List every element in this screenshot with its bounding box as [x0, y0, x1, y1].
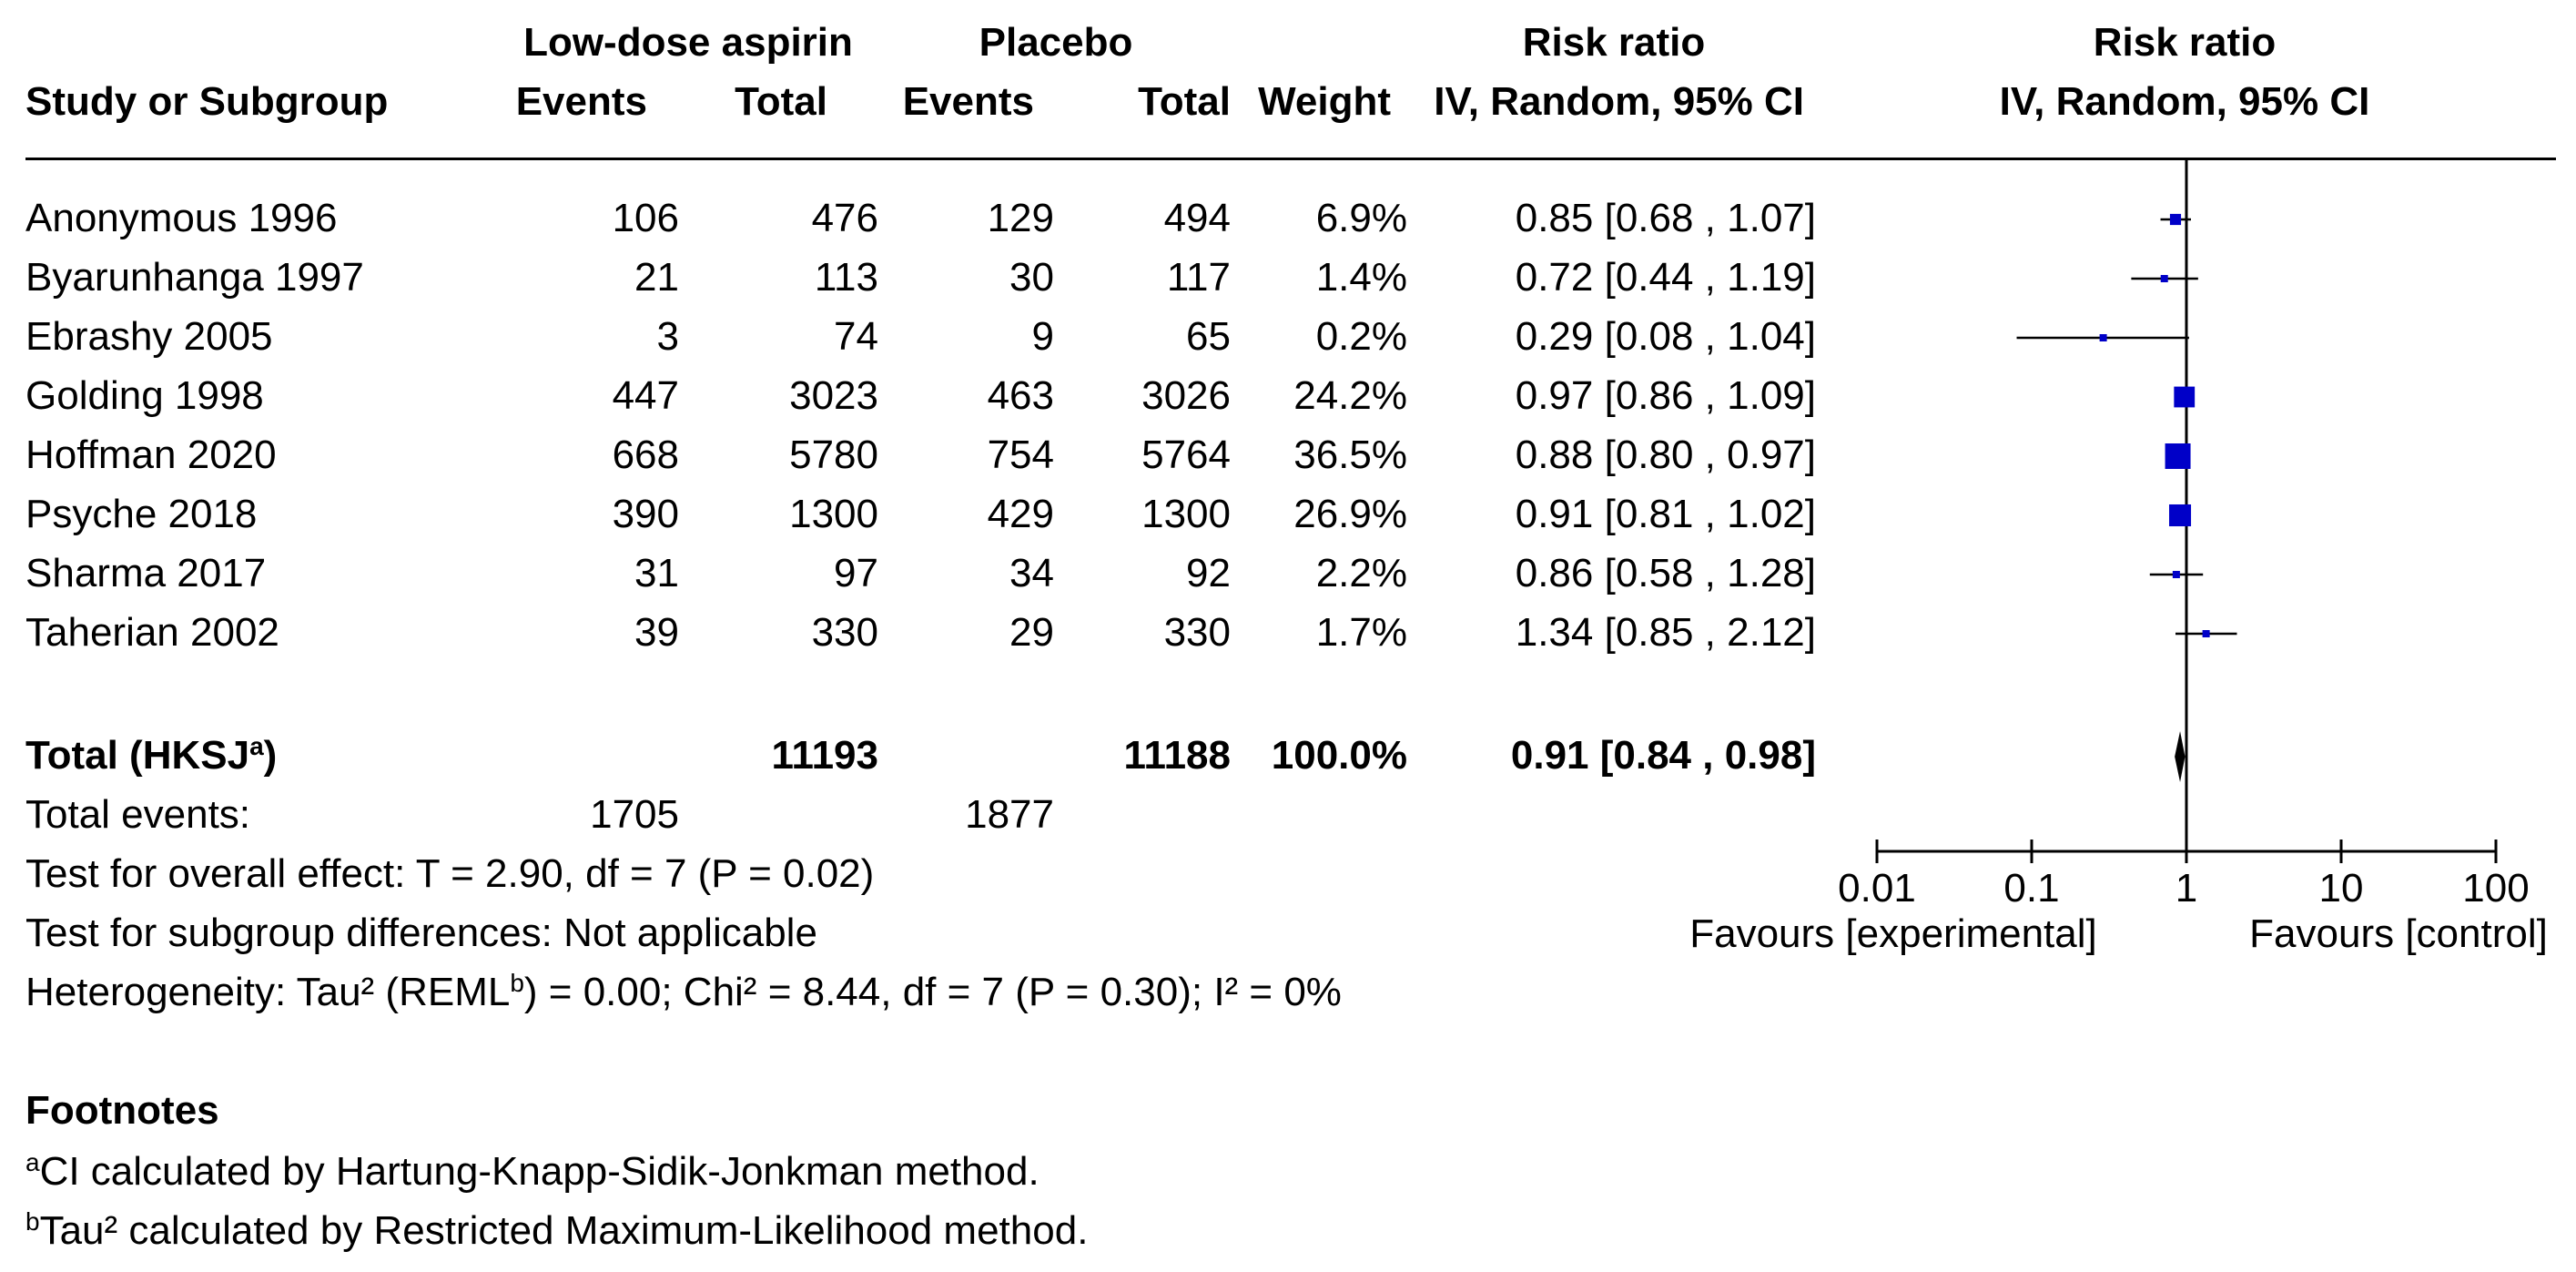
total-label-text: Total (HKSJ	[25, 733, 250, 778]
total-events-ctrl: 1877	[965, 792, 1054, 837]
x-tick-label: 0.01	[1838, 866, 1916, 911]
col-plot-header: IV, Random, 95% CI	[1999, 79, 2370, 124]
footnotes-title: Footnotes	[25, 1088, 219, 1133]
row-ctrl-events: 9	[1031, 314, 1054, 359]
row-exp-total: 74	[834, 314, 878, 359]
col-study-header: Study or Subgroup	[25, 79, 389, 124]
col-exp-events-header: Events	[515, 79, 647, 124]
row-ci: 0.72 [0.44 , 1.19]	[1515, 255, 1816, 300]
row-weight: 24.2%	[1293, 373, 1407, 418]
row-weight: 26.9%	[1293, 492, 1407, 536]
row-study: Anonymous 1996	[25, 196, 338, 240]
rr-group-header: Risk ratio	[1522, 20, 1706, 65]
total-label-close: )	[263, 733, 278, 778]
row-exp-events: 21	[634, 255, 679, 300]
row-ctrl-total: 65	[1186, 314, 1231, 359]
row-ci: 0.29 [0.08 , 1.04]	[1515, 314, 1816, 359]
total-ctrl-total: 11188	[1123, 733, 1231, 778]
x-tick-label: 0.1	[2003, 866, 2060, 911]
row-exp-total: 330	[811, 610, 878, 655]
study-point	[2169, 504, 2191, 526]
test-subgroup-differences: Test for subgroup differences: Not applicable	[25, 911, 817, 955]
total-weight: 100.0%	[1271, 733, 1407, 778]
row-weight: 1.7%	[1315, 610, 1407, 655]
total-events-exp: 1705	[590, 792, 679, 837]
row-weight: 36.5%	[1293, 432, 1407, 477]
row-ctrl-events: 429	[987, 492, 1054, 536]
x-tick-label: 1	[2175, 866, 2198, 911]
footnote-b-text: Tau² calculated by Restricted Maximum-Likelihood method.	[39, 1208, 1089, 1253]
plot-group-header: Risk ratio	[2093, 20, 2277, 65]
row-study: Taherian 2002	[25, 610, 279, 655]
row-ctrl-total: 117	[1166, 255, 1231, 300]
row-weight: 1.4%	[1315, 255, 1407, 300]
row-exp-events: 447	[612, 373, 679, 418]
row-ctrl-total: 494	[1163, 196, 1231, 240]
total-exp-total: 11193	[771, 733, 878, 778]
row-exp-total: 1300	[789, 492, 878, 536]
study-point	[2161, 275, 2168, 282]
row-ci: 0.91 [0.81 , 1.02]	[1515, 492, 1816, 536]
pooled-diamond	[2175, 731, 2185, 782]
row-study: Golding 1998	[25, 373, 264, 418]
row-ctrl-total: 92	[1186, 551, 1231, 595]
row-exp-events: 3	[656, 314, 679, 359]
row-study: Hoffman 2020	[25, 432, 277, 477]
row-ctrl-total: 1300	[1141, 492, 1231, 536]
row-ctrl-events: 129	[987, 196, 1054, 240]
row-ci: 0.97 [0.86 , 1.09]	[1515, 373, 1816, 418]
study-point	[2165, 443, 2191, 469]
row-exp-events: 390	[612, 492, 679, 536]
row-ctrl-total: 5764	[1141, 432, 1231, 477]
study-point	[2170, 214, 2181, 225]
row-ci: 0.85 [0.68 , 1.07]	[1515, 196, 1816, 240]
heterogeneity-sup: b	[510, 969, 524, 997]
row-ctrl-events: 463	[987, 373, 1054, 418]
row-exp-events: 668	[612, 432, 679, 477]
group-ctrl-header: Placebo	[979, 20, 1133, 65]
row-study: Sharma 2017	[25, 551, 267, 595]
row-ctrl-events: 754	[987, 432, 1054, 477]
favours-experimental-label: Favours [experimental]	[1689, 911, 2097, 956]
study-point	[2203, 630, 2210, 637]
row-weight: 2.2%	[1315, 551, 1407, 595]
footnote-a-mark: a	[25, 1148, 40, 1176]
row-study: Psyche 2018	[25, 492, 258, 536]
total-ci: 0.91 [0.84 , 0.98]	[1510, 733, 1816, 778]
study-point	[2100, 334, 2107, 341]
test-overall-effect: Test for overall effect: T = 2.90, df = 7 (P = 0.02)	[25, 851, 875, 896]
favours-control-label: Favours [control]	[2249, 911, 2548, 956]
row-exp-events: 31	[634, 551, 679, 595]
row-exp-events: 106	[612, 196, 679, 240]
row-weight: 0.2%	[1315, 314, 1407, 359]
footnote-a-text: CI calculated by Hartung-Knapp-Sidik-Jonkman method.	[39, 1149, 1040, 1194]
row-exp-events: 39	[634, 610, 679, 655]
row-ctrl-events: 34	[1009, 551, 1054, 595]
group-exp-header: Low-dose aspirin	[523, 20, 853, 65]
x-tick-label: 10	[2318, 866, 2364, 911]
total-label-sup: a	[249, 732, 264, 760]
heterogeneity-a: Heterogeneity: Tau² (REML	[25, 970, 511, 1014]
row-weight: 6.9%	[1315, 196, 1407, 240]
heterogeneity-b: ) = 0.00; Chi² = 8.44, df = 7 (P = 0.30); I² = 0%	[523, 970, 1342, 1014]
col-ctrl-events-header: Events	[902, 79, 1034, 124]
footnote-b-mark: b	[25, 1207, 40, 1236]
row-exp-total: 97	[834, 551, 878, 595]
row-ctrl-events: 29	[1009, 610, 1054, 655]
row-exp-total: 476	[811, 196, 878, 240]
row-ctrl-total: 330	[1163, 610, 1231, 655]
study-point	[2173, 571, 2180, 578]
row-ctrl-total: 3026	[1141, 373, 1231, 418]
x-tick-label: 100	[2462, 866, 2530, 911]
col-exp-total-header: Total	[735, 79, 827, 124]
row-exp-total: 5780	[789, 432, 878, 477]
row-ci: 0.88 [0.80 , 0.97]	[1515, 432, 1816, 477]
row-ci: 0.86 [0.58 , 1.28]	[1515, 551, 1816, 595]
row-ci: 1.34 [0.85 , 2.12]	[1515, 610, 1816, 655]
total-events-label: Total events:	[25, 792, 251, 837]
row-study: Byarunhanga 1997	[25, 255, 364, 300]
col-rr-header: IV, Random, 95% CI	[1434, 79, 1804, 124]
study-point	[2174, 387, 2195, 408]
row-exp-total: 113	[814, 255, 878, 300]
row-exp-total: 3023	[789, 373, 878, 418]
row-study: Ebrashy 2005	[25, 314, 273, 359]
col-ctrl-total-header: Total	[1138, 79, 1231, 124]
col-weight-header: Weight	[1258, 79, 1391, 124]
row-ctrl-events: 30	[1009, 255, 1054, 300]
